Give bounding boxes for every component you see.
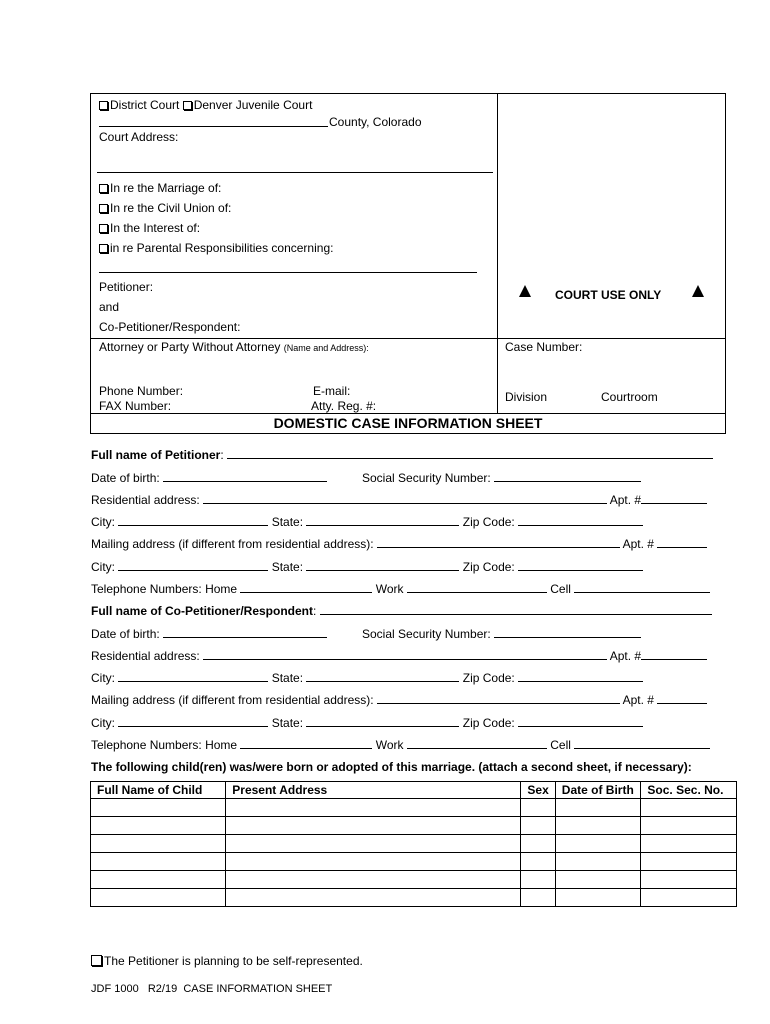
copet-mailing-apt-label: Apt. # (622, 693, 654, 707)
civil-union-checkbox[interactable] (99, 204, 108, 213)
email-label: E-mail: (313, 384, 351, 398)
petitioner-name-label: Full name of Petitioner (91, 448, 221, 462)
parental-responsibilities-label: in re Parental Responsibilities concerning: (110, 241, 334, 255)
petitioner-ssn-row (362, 471, 641, 485)
child-ssn-cell[interactable] (641, 853, 737, 871)
child-address-cell[interactable] (226, 799, 521, 817)
child-dob-cell[interactable] (555, 835, 641, 853)
col-present-address: Present Address (226, 782, 521, 799)
copet-residential-row (91, 649, 707, 663)
petitioner-city-row (91, 515, 643, 529)
caption-box (90, 93, 726, 434)
parental-responsibilities-checkbox[interactable] (99, 244, 108, 253)
petitioner-apt-label: Apt. # (609, 493, 642, 507)
petitioner-work-field[interactable] (407, 582, 547, 593)
petitioner-mailing-label: Mailing address (if different from residential address): (91, 537, 374, 551)
children-table (90, 781, 737, 907)
case-number-label: Case Number: (505, 340, 583, 354)
child-sex-cell[interactable] (521, 853, 555, 871)
petitioner-ssn-label: Social Security Number: (362, 471, 491, 485)
attorney-label-text: Attorney or Party Without Attorney (99, 340, 281, 354)
col-sex: Sex (521, 782, 555, 799)
petitioner-cell-field[interactable] (574, 582, 710, 593)
petitioner-state2-field[interactable] (306, 560, 459, 571)
col-soc-sec-no: Soc. Sec. No. (641, 782, 737, 799)
copet-zip2-label: Zip Code: (462, 716, 515, 730)
copet-ssn-row (362, 627, 641, 641)
table-row (91, 853, 737, 871)
attorney-label (99, 340, 369, 354)
petitioner-city-label: City: (91, 515, 115, 529)
child-name-cell[interactable] (91, 853, 226, 871)
courtroom-label: Courtroom (601, 390, 658, 404)
child-ssn-cell[interactable] (641, 889, 737, 907)
table-row (91, 817, 737, 835)
child-dob-cell[interactable] (555, 889, 641, 907)
copet-cell-label: Cell (550, 738, 571, 752)
petitioner-city2-field[interactable] (118, 560, 268, 571)
parties-blank[interactable] (99, 272, 477, 273)
caption-divider-h1 (90, 338, 726, 339)
petitioner-residential-label: Residential address: (91, 493, 200, 507)
form-id: JDF 1000 R2/19 CASE INFORMATION SHEET (91, 983, 333, 995)
petitioner-city-field[interactable] (118, 515, 268, 526)
copet-city2-row (91, 716, 643, 730)
up-triangle-icon (692, 285, 704, 297)
caption-divider-h2 (90, 413, 726, 414)
copet-ssn-label: Social Security Number: (362, 627, 491, 641)
court-options (99, 98, 312, 112)
copet-apt-label: Apt. # (609, 649, 642, 663)
copet-work-label: Work (375, 738, 404, 752)
petitioner-state-label: State: (271, 515, 304, 529)
petitioner-mailing-apt-label: Apt. # (622, 537, 654, 551)
child-ssn-cell[interactable] (641, 871, 737, 889)
petitioner-home-label: Telephone Numbers: Home (91, 582, 238, 596)
child-name-cell[interactable] (91, 799, 226, 817)
atty-reg-label: Atty. Reg. #: (311, 399, 377, 413)
petitioner-dob-label: Date of birth: (91, 471, 160, 485)
attorney-note: (Name and Address): (283, 343, 369, 353)
table-row (91, 799, 737, 817)
copet-apt-field[interactable] (641, 649, 707, 660)
child-ssn-cell[interactable] (641, 835, 737, 853)
petitioner-zip2-label: Zip Code: (462, 560, 515, 574)
district-court-checkbox[interactable] (99, 101, 108, 110)
copet-city-field[interactable] (118, 671, 268, 682)
child-address-cell[interactable] (226, 817, 521, 835)
child-name-cell[interactable] (91, 889, 226, 907)
child-address-cell[interactable] (226, 871, 521, 889)
copet-state2-field[interactable] (306, 716, 459, 727)
division-label: Division (505, 390, 548, 404)
petitioner-city2-row (91, 560, 643, 574)
petitioner-phone-row (91, 582, 710, 596)
copet-mailing-field[interactable] (377, 693, 620, 704)
caption-divider-vertical (497, 93, 498, 413)
and-label: and (99, 300, 120, 314)
denver-juvenile-court-label: Denver Juvenile Court (193, 98, 313, 112)
petitioner-name-field[interactable] (227, 448, 713, 459)
col-full-name: Full Name of Child (91, 782, 226, 799)
form-title: DOMESTIC CASE INFORMATION SHEET (273, 415, 543, 431)
copet-city-row (91, 671, 643, 685)
copet-state-label: State: (271, 671, 304, 685)
civil-union-label: In re the Civil Union of: (110, 201, 232, 215)
child-sex-cell[interactable] (521, 799, 555, 817)
child-dob-cell[interactable] (555, 817, 641, 835)
col-date-of-birth: Date of Birth (555, 782, 641, 799)
copet-zip2-field[interactable] (518, 716, 643, 727)
copet-mailing-row (91, 693, 707, 707)
copet-residential-label: Residential address: (91, 649, 200, 663)
up-triangle-icon (519, 285, 531, 297)
petitioner-state2-label: State: (271, 560, 304, 574)
child-name-cell[interactable] (91, 817, 226, 835)
petitioner-dob-row (91, 471, 327, 485)
copet-mailing-apt-field[interactable] (657, 693, 707, 704)
child-sex-cell[interactable] (521, 835, 555, 853)
copet-city-label: City: (91, 671, 115, 685)
child-address-cell[interactable] (226, 889, 521, 907)
copet-ssn-field[interactable] (494, 627, 641, 638)
child-sex-cell[interactable] (521, 817, 555, 835)
petitioner-residential-field[interactable] (203, 493, 607, 504)
court-use-only-label: COURT USE ONLY (555, 288, 662, 302)
copet-work-field[interactable] (407, 738, 547, 749)
fax-label: FAX Number: (99, 399, 172, 413)
court-address-blank[interactable] (97, 172, 493, 173)
table-row (91, 871, 737, 889)
petitioner-zip-label: Zip Code: (462, 515, 515, 529)
self-represented-checkbox[interactable] (91, 955, 102, 966)
copet-home-field[interactable] (240, 738, 372, 749)
petitioner-city2-label: City: (91, 560, 115, 574)
matter-option-2 (99, 201, 231, 215)
petitioner-ssn-field[interactable] (494, 471, 641, 482)
interest-of-checkbox[interactable] (99, 224, 108, 233)
self-represented-row (91, 954, 363, 968)
table-row (91, 835, 737, 853)
child-sex-cell[interactable] (521, 871, 555, 889)
table-row (91, 889, 737, 907)
child-ssn-cell[interactable] (641, 799, 737, 817)
denver-juvenile-court-checkbox[interactable] (183, 101, 192, 110)
district-court-label: District Court (110, 98, 180, 112)
county-label: County, Colorado (329, 115, 422, 129)
petitioner-home-field[interactable] (240, 582, 372, 593)
copet-dob-field[interactable] (163, 627, 327, 638)
copet-city2-field[interactable] (118, 716, 268, 727)
matter-option-3 (99, 221, 200, 235)
interest-of-label: In the Interest of: (110, 221, 201, 235)
petitioner-state-field[interactable] (306, 515, 459, 526)
court-address-label: Court Address: (99, 130, 179, 144)
copet-state2-label: State: (271, 716, 304, 730)
copet-cell-field[interactable] (574, 738, 710, 749)
petitioner-name-row: Full name of Petitioner: (91, 448, 713, 462)
petitioner-apt-field[interactable] (641, 493, 707, 504)
petitioner-mailing-apt-field[interactable] (657, 537, 707, 548)
copet-dob-label: Date of birth: (91, 627, 160, 641)
matter-option-4 (99, 241, 333, 255)
child-dob-cell[interactable] (555, 871, 641, 889)
child-dob-cell[interactable] (555, 799, 641, 817)
child-name-cell[interactable] (91, 835, 226, 853)
copet-zip-field[interactable] (518, 671, 643, 682)
copet-dob-row (91, 627, 327, 641)
self-represented-label: The Petitioner is planning to be self-represented. (104, 954, 363, 968)
petitioner-residential-row (91, 493, 707, 507)
petitioner-zip-field[interactable] (518, 515, 643, 526)
petitioner-label: Petitioner: (99, 280, 154, 294)
copet-city2-label: City: (91, 716, 115, 730)
petitioner-mailing-row (91, 537, 707, 551)
phone-label: Phone Number: (99, 384, 184, 398)
copet-name-field[interactable] (320, 604, 712, 615)
child-address-cell[interactable] (226, 853, 521, 871)
marriage-checkbox[interactable] (99, 184, 108, 193)
petitioner-zip2-field[interactable] (518, 560, 643, 571)
copet-name-row: Full name of Co-Petitioner/Respondent: (91, 604, 712, 618)
copet-state-field[interactable] (306, 671, 459, 682)
county-blank[interactable] (99, 126, 328, 127)
child-name-cell[interactable] (91, 871, 226, 889)
petitioner-cell-label: Cell (550, 582, 571, 596)
matter-option-1 (99, 181, 221, 195)
petitioner-dob-field[interactable] (163, 471, 327, 482)
child-address-cell[interactable] (226, 835, 521, 853)
copet-mailing-label: Mailing address (if different from residential address): (91, 693, 374, 707)
copet-residential-field[interactable] (203, 649, 607, 660)
child-ssn-cell[interactable] (641, 817, 737, 835)
copet-zip-label: Zip Code: (462, 671, 515, 685)
petitioner-work-label: Work (375, 582, 404, 596)
children-intro: The following child(ren) was/were born or adopted of this marriage. (attach a second sheet, if necessary): (91, 760, 692, 774)
child-dob-cell[interactable] (555, 853, 641, 871)
copet-phone-row (91, 738, 710, 752)
copet-name-label: Full name of Co-Petitioner/Respondent (91, 604, 314, 618)
children-table-header (91, 782, 737, 799)
copet-home-label: Telephone Numbers: Home (91, 738, 238, 752)
co-petitioner-label: Co-Petitioner/Respondent: (99, 320, 241, 334)
child-sex-cell[interactable] (521, 889, 555, 907)
marriage-label: In re the Marriage of: (110, 181, 222, 195)
petitioner-mailing-field[interactable] (377, 537, 620, 548)
